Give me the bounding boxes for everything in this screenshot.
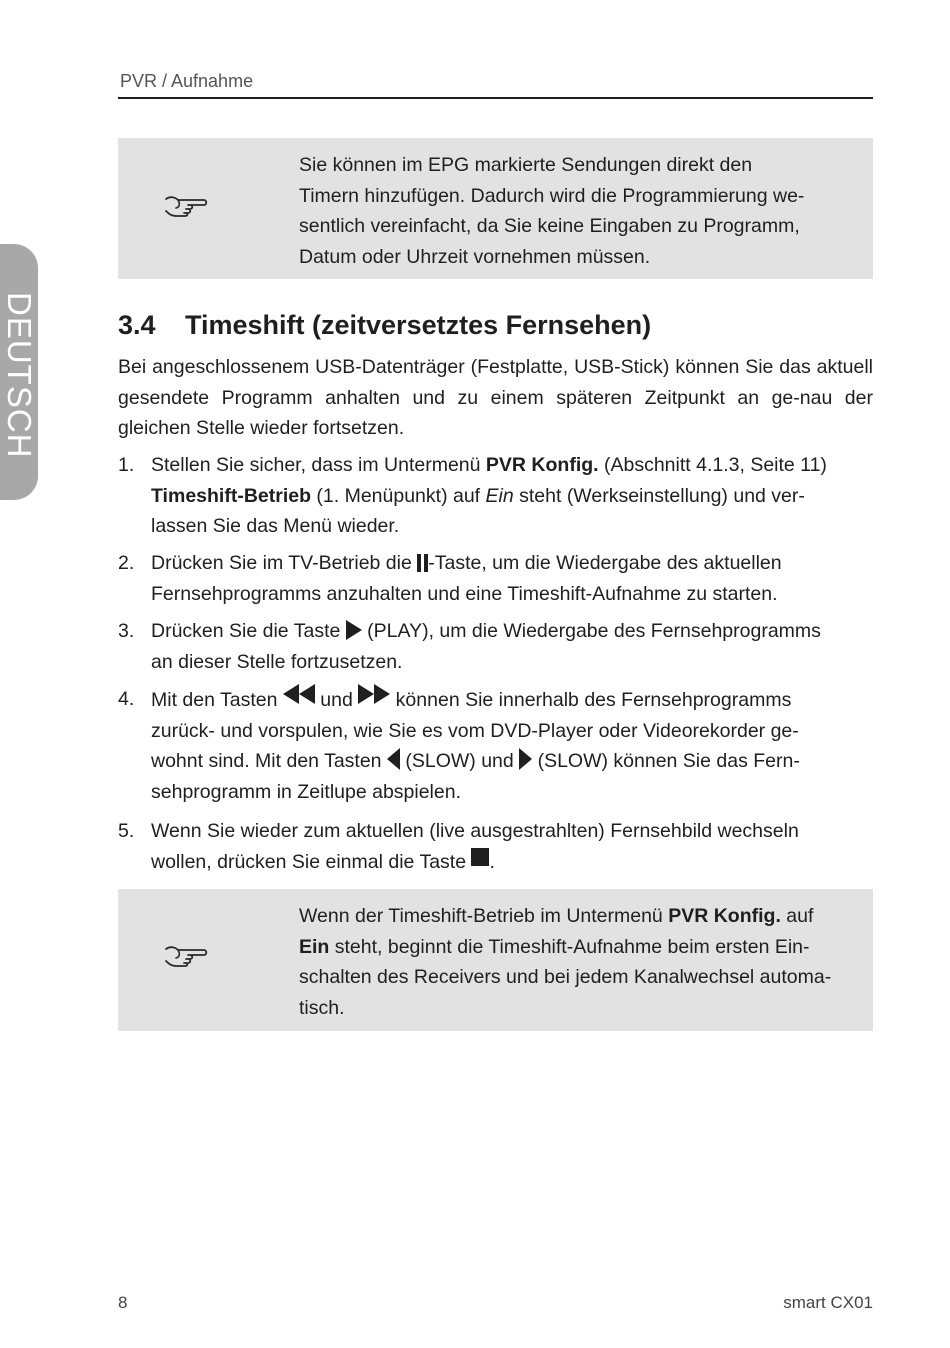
hint-text xyxy=(299,150,864,272)
menu-option-name: Timeshift-Betrieb xyxy=(151,484,311,507)
step-text-part: Wenn Sie wieder zum aktuellen (live ausgestrahlten) Fernsehbild wechseln xyxy=(151,820,799,842)
language-side-tab-label: DEUTSCH xyxy=(1,292,38,459)
slow-backward-icon xyxy=(387,748,400,770)
step-text-part: Stellen Sie sicher, dass im Untermenü xyxy=(151,454,486,476)
hint-text-part: steht, beginnt die Timeshift-Aufnahme beim ersten Ein- xyxy=(329,935,810,958)
pointing-hand-icon xyxy=(164,944,208,968)
step-text-part: (Abschnitt 4.1.3, Seite 11) xyxy=(598,454,827,476)
step-text-part: an dieser Stelle fortzusetzen. xyxy=(151,650,403,673)
stop-icon xyxy=(471,848,489,866)
step-text xyxy=(151,684,873,807)
menu-name: PVR Konfig. xyxy=(668,905,781,927)
step-text-part: -Taste, um die Wiedergabe des aktuellen xyxy=(428,552,782,574)
page-number: 8 xyxy=(118,1293,128,1312)
step-text-part: wohnt sind. Mit den Tasten xyxy=(151,750,387,772)
step-text xyxy=(151,548,873,609)
step-number: 2. xyxy=(118,552,135,574)
step-text-part: (SLOW) und xyxy=(399,750,520,772)
intro-paragraph: Bei angeschlossenem USB-Datenträger (Festplatte, USB-Stick) können Sie das aktuell gesendete Programm anhalten und zu einem späteren Zeitpunkt an ge-nau der gleichen Stelle wieder fortsetzen. xyxy=(118,356,873,439)
step-text-part: (PLAY), um die Wiedergabe des Fernsehprogramms xyxy=(361,620,821,642)
step-text-part: (1. Menüpunkt) auf xyxy=(311,484,486,507)
product-model: smart CX01 xyxy=(783,1293,873,1312)
step-text xyxy=(151,816,873,877)
hint-text-part: schalten des Receivers und bei jedem Kanalwechsel automa- xyxy=(299,966,832,988)
header-divider xyxy=(118,97,873,99)
step-text-part: sehprogramm in Zeitlupe abspielen. xyxy=(151,780,462,803)
option-value: Ein xyxy=(485,484,514,507)
section-heading xyxy=(118,310,651,341)
hint-text-part: tisch. xyxy=(299,996,345,1019)
hint-box-timeshift xyxy=(118,889,873,1031)
step-number: 4. xyxy=(118,688,135,710)
step-number: 3. xyxy=(118,620,135,642)
option-value: Ein xyxy=(299,935,330,958)
page-header-title: PVR / Aufnahme xyxy=(120,71,254,91)
section-number: 3.4 xyxy=(118,310,156,340)
step-text-part: können Sie innerhalb des Fernsehprogramms xyxy=(390,689,792,711)
fast-forward-icon xyxy=(358,684,390,704)
hint-text xyxy=(299,901,864,1023)
pointing-hand-icon xyxy=(164,194,208,218)
step-text-part: und xyxy=(314,689,359,711)
step-text-part: Drücken Sie die Taste xyxy=(151,620,346,642)
step-number: 1. xyxy=(118,454,135,476)
step-text-part: zurück- und vorspulen, wie Sie es vom DVD-Player oder Videorekorder ge- xyxy=(151,719,799,742)
step-number: 5. xyxy=(118,820,135,842)
step-text-part: Drücken Sie im TV-Betrieb die xyxy=(151,552,418,574)
hint-line: Datum oder Uhrzeit vornehmen müssen. xyxy=(299,245,651,268)
step-text xyxy=(151,616,873,677)
step-text-part: wollen, drücken Sie einmal die Taste xyxy=(151,850,472,873)
hint-box-epg xyxy=(118,138,873,279)
step-text-part: Fernsehprogramms anzuhalten und eine Timeshift-Aufnahme zu starten. xyxy=(151,582,778,605)
slow-forward-icon xyxy=(519,748,532,770)
step-text-part: . xyxy=(489,850,495,873)
hint-line: Sie können im EPG markierte Sendungen direkt den xyxy=(299,154,753,176)
step-text-part: lassen Sie das Menü wieder. xyxy=(151,515,400,537)
hint-text-part: auf xyxy=(780,905,814,927)
step-text xyxy=(151,450,873,542)
step-text-part: steht (Werkseinstellung) und ver- xyxy=(513,484,805,507)
pause-icon xyxy=(417,554,428,572)
section-title: Timeshift (zeitversetztes Fernsehen) xyxy=(185,310,652,340)
play-icon xyxy=(346,620,362,640)
hint-line: sentlich vereinfacht, da Sie keine Eingaben zu Programm, xyxy=(299,215,800,237)
hint-line: Timern hinzufügen. Dadurch wird die Programmierung we- xyxy=(299,184,805,207)
step-text-part: (SLOW) können Sie das Fern- xyxy=(532,750,800,772)
rewind-icon xyxy=(283,684,315,704)
menu-name: PVR Konfig. xyxy=(485,454,599,476)
hint-text-part: Wenn der Timeshift-Betrieb im Untermenü xyxy=(299,905,669,927)
step-text-part: Mit den Tasten xyxy=(151,689,283,711)
